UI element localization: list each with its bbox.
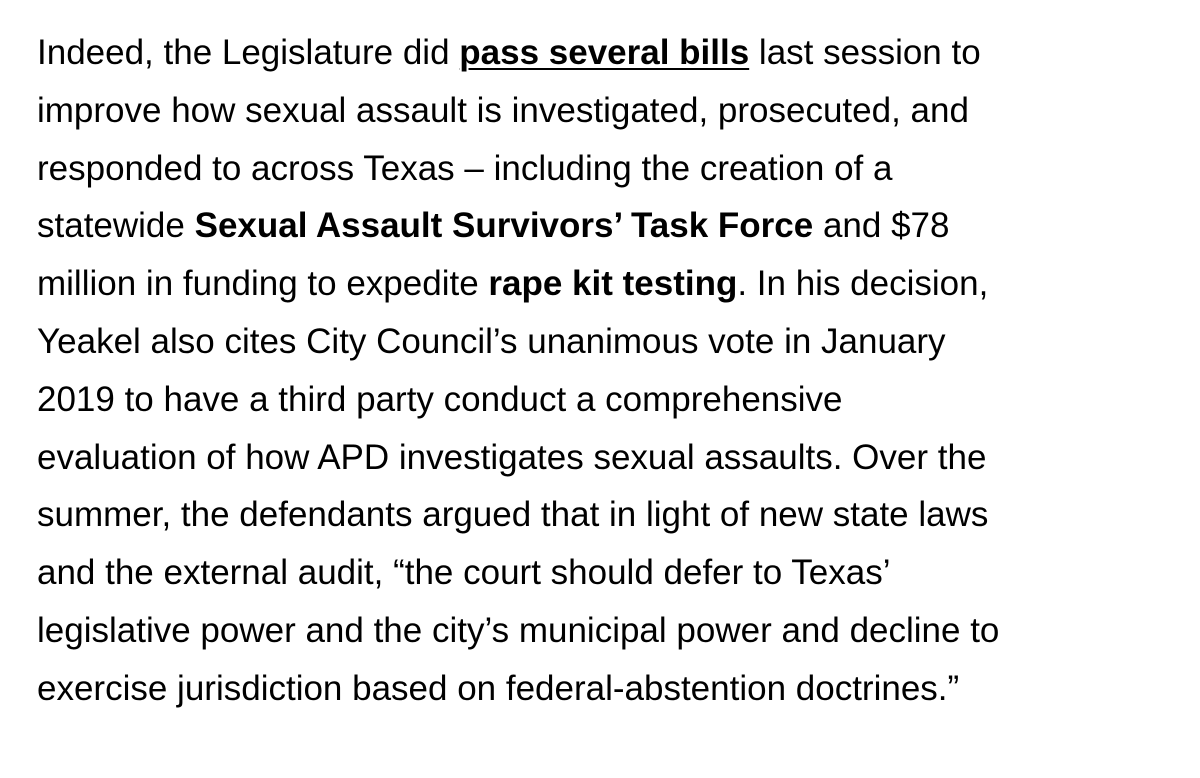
pass-several-bills-link[interactable]: pass several bills (459, 33, 750, 72)
text-line-5 (37, 255, 1177, 313)
text-line-6: Yeakel also cites City Council’s unanimous vote in January (37, 321, 946, 361)
text-segment: last session to (749, 33, 981, 72)
text-segment: and $78 (813, 206, 950, 246)
rape-kit-testing-bold-text: rape kit testing (488, 264, 738, 304)
text-line-9: summer, the defendants argued that in light of new state laws (37, 495, 989, 535)
article-paragraph (37, 24, 1177, 718)
text-line-8: evaluation of how APD investigates sexual assaults. Over the (37, 437, 987, 477)
text-line-10: and the external audit, “the court should defer to Texas’ (37, 553, 891, 593)
text-line-4 (37, 197, 1177, 255)
text-line-7: 2019 to have a third party conduct a comprehensive (37, 379, 843, 419)
text-segment: statewide (37, 206, 195, 246)
text-line-11: legislative power and the city’s municipal power and decline to (37, 610, 1000, 650)
text-segment: Indeed, the Legislature did (37, 33, 460, 72)
task-force-bold-text: Sexual Assault Survivors’ Task Force (194, 206, 814, 246)
text-line-3: responded to across Texas – including the creation of a (37, 148, 893, 188)
text-line-1 (37, 24, 1177, 82)
text-segment: . In his decision, (737, 264, 989, 304)
text-line-2: improve how sexual assault is investigated, prosecuted, and (37, 90, 969, 130)
text-line-12: exercise jurisdiction based on federal-abstention doctrines.” (37, 668, 960, 708)
text-segment: million in funding to expedite (37, 264, 489, 304)
